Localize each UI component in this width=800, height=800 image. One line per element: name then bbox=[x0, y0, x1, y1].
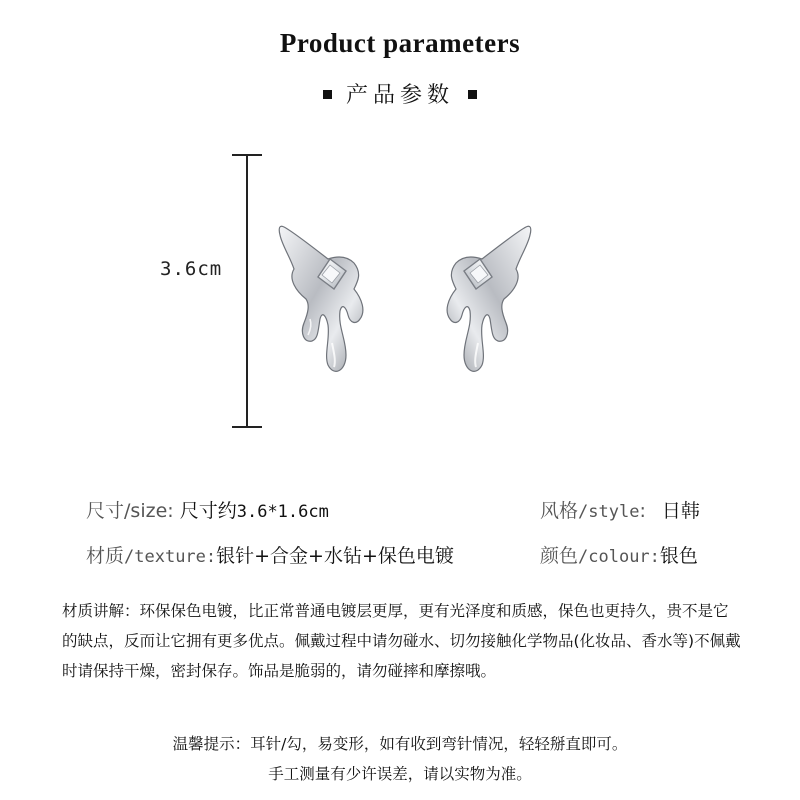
texture-label-en: /texture: bbox=[124, 547, 217, 567]
size-label-en: /size bbox=[124, 500, 168, 522]
texture-value: 银针+合金+水钻+保色电镀 bbox=[216, 545, 454, 567]
size-value-cn: 尺寸约 bbox=[179, 500, 237, 522]
dimension-line bbox=[246, 154, 248, 428]
care-tip: 温馨提示：耳针/勾，易变形，如有收到弯针情况，轻轻掰直即可。 bbox=[172, 735, 628, 753]
section-subtitle bbox=[0, 78, 800, 109]
style-label-cn: 风格 bbox=[540, 500, 579, 522]
colour-value: 银色 bbox=[659, 545, 698, 567]
measurement-note: 手工测量有少许误差，请以实物为准。 bbox=[268, 765, 532, 783]
subtitle-text: 产品参数 bbox=[345, 83, 454, 108]
right-earring bbox=[447, 226, 531, 371]
earrings-product-image bbox=[270, 215, 540, 385]
spec-colour bbox=[540, 541, 698, 568]
material-description: 材质讲解：环保保色电镀，比正常普通电镀层更厚，更有光泽度和质感，保色也更持久，贵不是它的缺点，反而让它拥有更多优点。佩戴过程中请勿碰水、切勿接触化学物品(化妆品、香水等)不佩戴时请保持干燥，密封保存。饰品是脆弱的，请勿碰摔和摩擦哦。 bbox=[62, 602, 741, 680]
size-label-cn: 尺寸 bbox=[86, 500, 125, 522]
style-label-en: /style bbox=[578, 502, 640, 522]
dimension-label: 3.6cm bbox=[160, 258, 223, 280]
style-value: 日韩 bbox=[661, 500, 700, 522]
colour-label-cn: 颜色 bbox=[540, 545, 579, 567]
square-bullet-icon bbox=[468, 90, 477, 99]
spec-texture bbox=[86, 541, 454, 568]
size-value-num: 3.6*1.6cm bbox=[236, 502, 329, 522]
spec-size bbox=[86, 496, 329, 523]
style-sep: : bbox=[639, 500, 652, 522]
texture-label-cn: 材质 bbox=[86, 545, 125, 567]
left-earring bbox=[279, 226, 363, 371]
colour-label-en: /colour: bbox=[578, 547, 660, 567]
size-sep: : bbox=[167, 500, 180, 522]
square-bullet-icon bbox=[323, 90, 332, 99]
dimension-cap-bottom bbox=[232, 426, 262, 428]
page-title: Product parameters bbox=[279, 28, 521, 58]
spec-style bbox=[540, 496, 700, 523]
